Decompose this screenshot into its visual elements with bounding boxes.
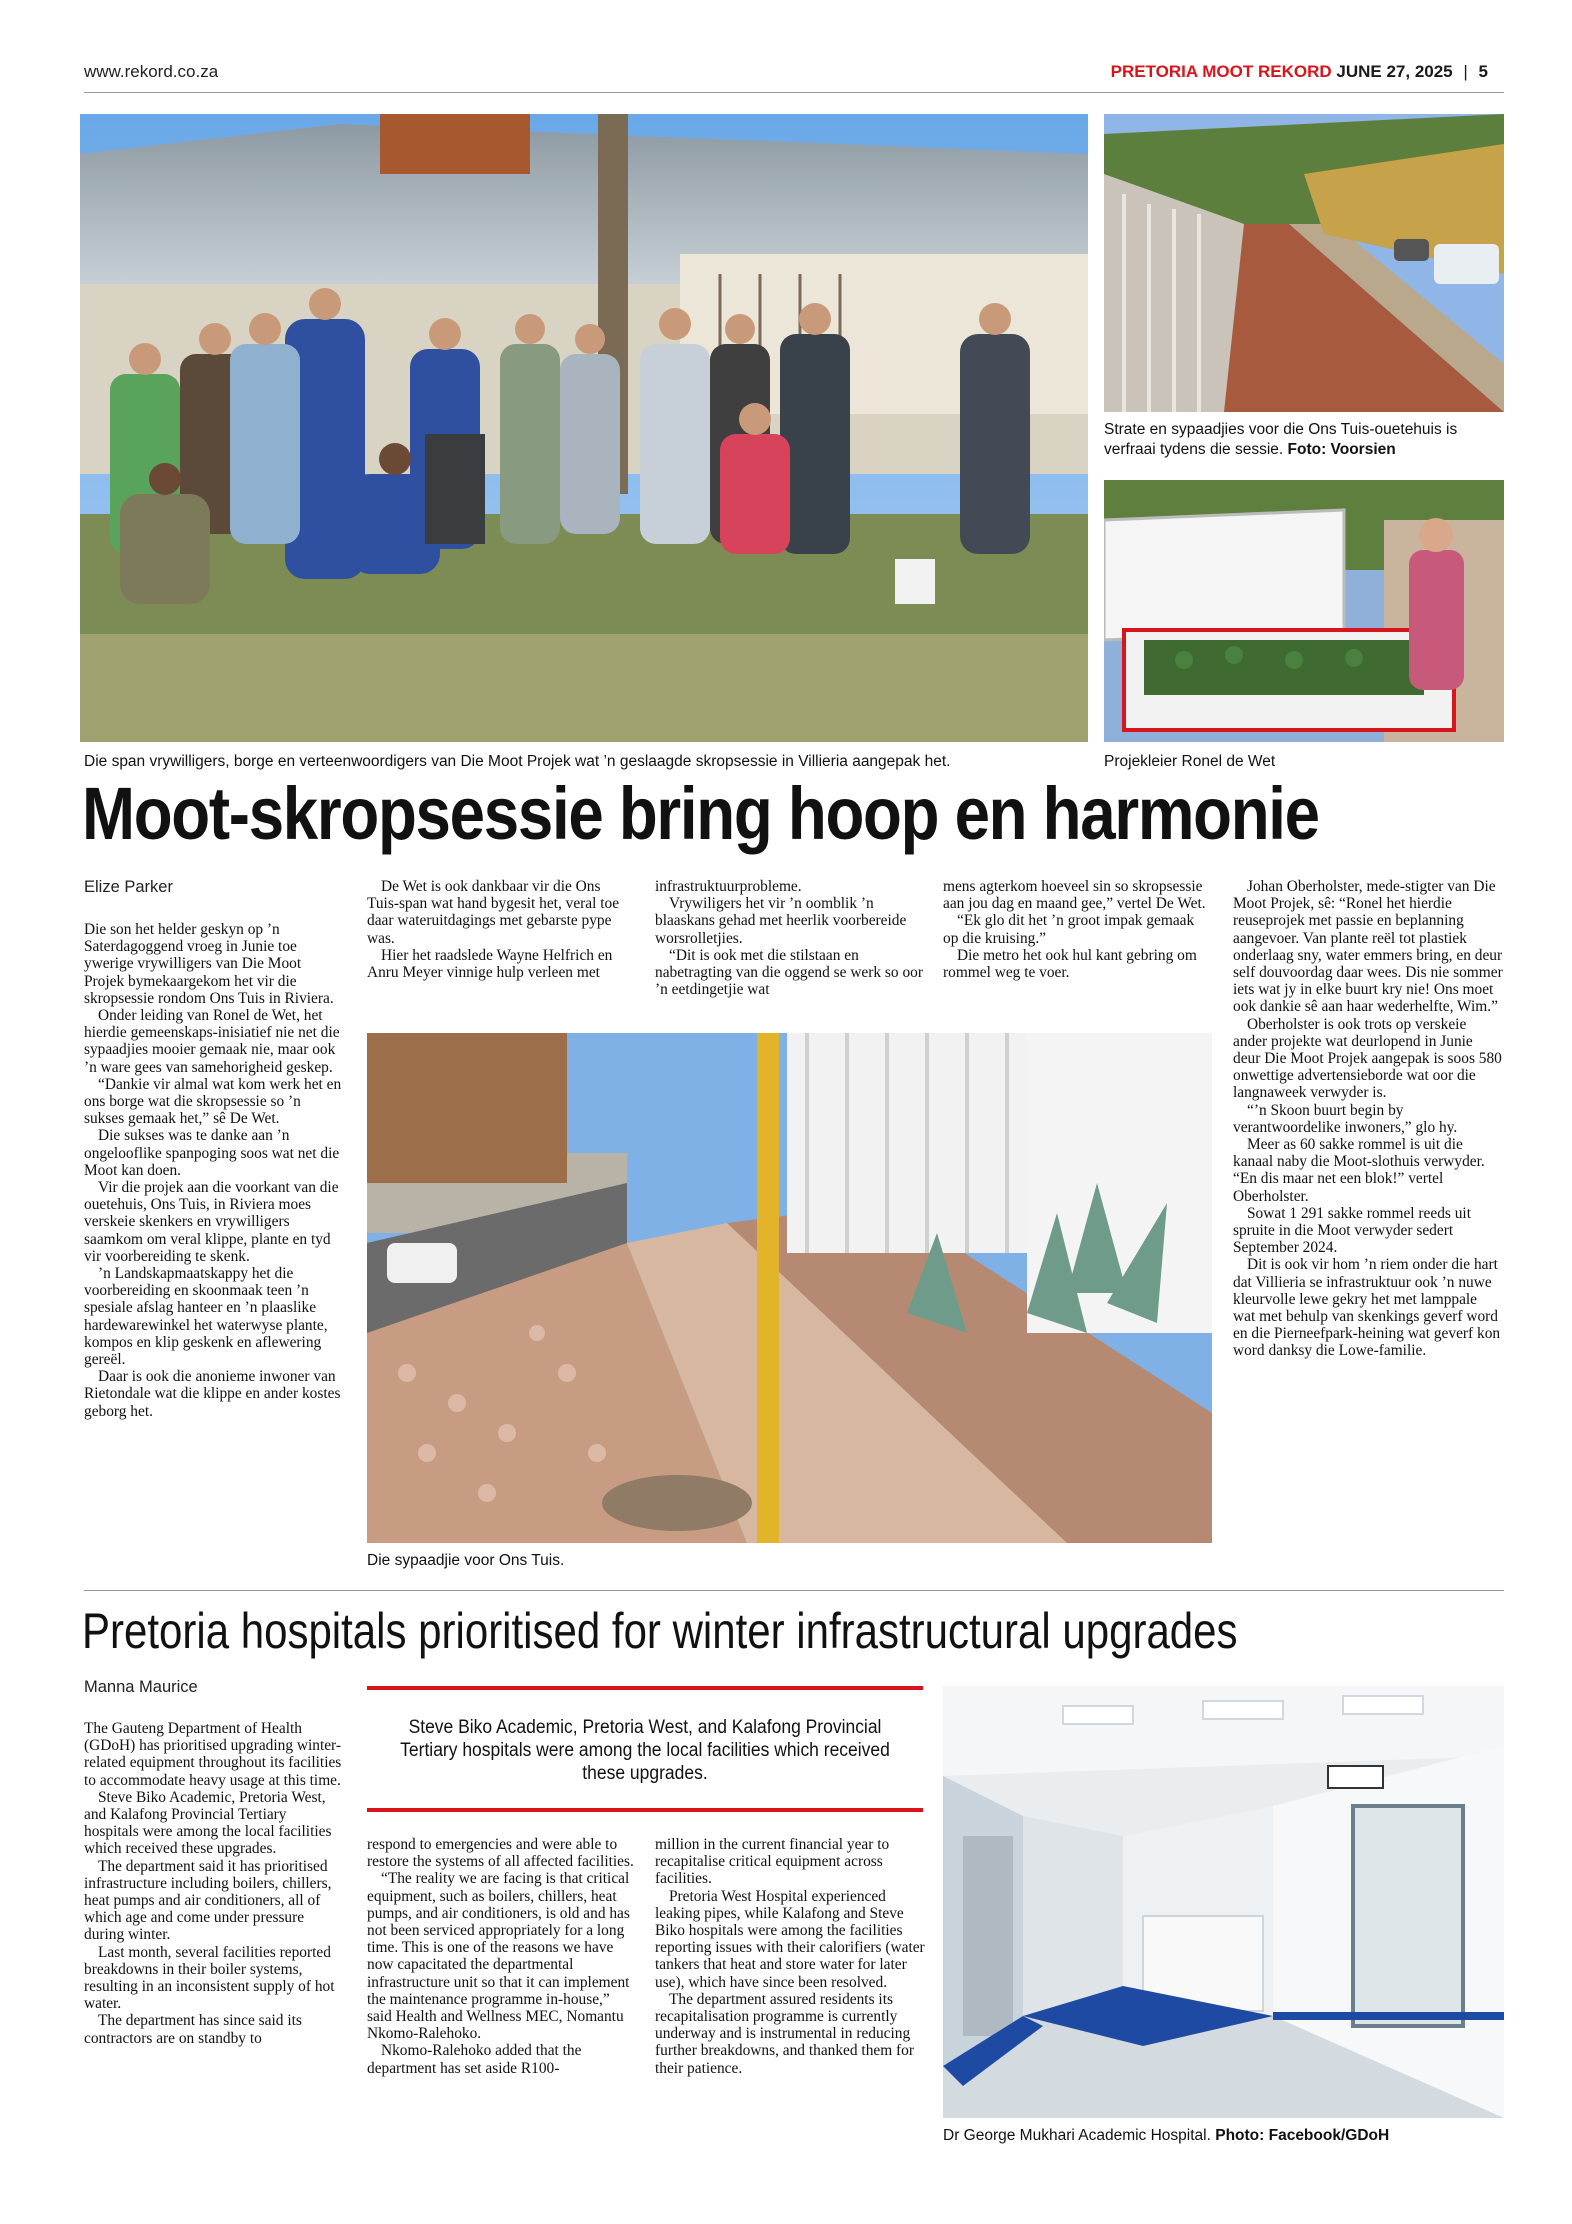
paragraph: million in the current financial year to recapitalise critical equipment across facilities. [655,1836,890,1888]
street-caption-text: Strate en sypaadjies voor die Ons Tuis-ouetehuis is verfraai tydens die sessie. [1104,421,1458,458]
paragraph: “Dit is ook met die stilstaan en nabetragting van die oggend se werk so oor ’n eetdingetjie wat [655,946,923,999]
hospital-caption-text: Dr George Mukhari Academic Hospital. [943,2127,1211,2144]
story1-column-5 [1233,878,1503,1360]
story1-headline: Moot-skropsessie bring hoop en harmonie [82,772,1319,855]
paragraph: The Gauteng Department of Health (GDoH) has prioritised upgrading winter-related equipment throughout its facilities to accommodate heavy usage at this time. [84,1720,342,1789]
story1-column-2 [367,878,635,981]
paragraph: Johan Oberholster, mede-stigter van Die Moot Projek, sê: “Ronel het hierdie reuseprojek met passie en beplanning aangevoer. Van plante reël tot plastiek onderlaag sny, water emmers bring, en deur self douvoordag daar wees. Dis nie sommer iets wat jy in elke buurt kry nie! Ons moet ook dankie sê aan haar wederhelfte, Wim.” [1233,878,1503,1016]
story2-column-2 [367,1836,635,2077]
publication-name: PRETORIA MOOT REKORD [1110,62,1332,81]
paragraph: infrastruktuurprobleme. [655,878,802,895]
paragraph: Nkomo-Ralehoko added that the department has set aside R100- [367,2042,582,2077]
street-photo-credit: Foto: Voorsien [1287,441,1396,458]
paragraph: The department said it has prioritised infrastructure including boilers, chillers, heat pumps and air conditioners, all of which age and come under pressure during winter. [84,1857,332,1944]
story1-byline: Elize Parker [84,878,173,896]
sidewalk-garden-photo [367,1033,1212,1543]
paragraph: Die son het helder geskyn op ’n Saterdagoggend vroeg in Junie toe ywerige vrywilligers van Die Moot Projek bymekaargekom het vir die skropsessie rondom Ons Tuis in Riviera. [84,921,334,1007]
folio-separator: | [1463,62,1468,81]
paragraph: “The reality we are facing is that critical equipment, such as boilers, chillers, heat pumps, and air conditioners, is old and has not been serviced appropriately for a long time. This is one of the reasons we have now capacitated the departmental infrastructure unit so that it can implement the maintenance programme in-house,” said Health and Wellness MEC, Nomantu Nkomo-Ralehoko. [367,1870,630,2043]
paragraph: Last month, several facilities reported breakdowns in their boiler systems, resulting in an inconsistent supply of hot water. [84,1943,335,2013]
issue-date: JUNE 27, 2025 [1336,62,1453,81]
paragraph: Steve Biko Academic, Pretoria West, and Kalafong Provincial Tertiary hospitals were among the local facilities which received these upgrades. [84,1788,332,1858]
story2-headline: Pretoria hospitals prioritised for winter infrastructural upgrades [82,1603,1238,1659]
paragraph: Die metro het ook hul kant gebring om rommel weg te voer. [943,946,1197,982]
paragraph: “’n Skoon buurt begin by verantwoordelike inwoners,” glo hy. [1233,1101,1458,1136]
paragraph: “Dankie vir almal wat kom werk het en ons borge wat die skropsessie so ’n sukses gemaak het,” sê De Wet. [84,1075,342,1128]
story1-column-3 [655,878,925,998]
website-url: www.rekord.co.za [84,62,219,81]
pull-quote: Steve Biko Academic, Pretoria West, and Kalafong Provincial Tertiary hospitals were among the local facilities which received these upgrades. [400,1717,890,1784]
paragraph: Vir die projek aan die voorkant van die ouetehuis, Ons Tuis, in Riviera moes verskeie skenkers en vrywilligers saamkom om veral klippe, plante en tyd vir voorbereiding te skenk. [84,1179,339,1265]
paragraph: Dit is ook vir hom ’n riem onder die hart dat Villieria se infrastruktuur ook ’n nuwe kleurvolle lewe gekry het met lamppale wat met behulp van skenkings geverf word en die Pierneefpark-heining wat geverf kon word danksy die Lowe-familie. [1233,1256,1501,1360]
section-divider [84,1590,1504,1591]
sidewalk-photo-caption: Die sypaadjie voor Ons Tuis. [367,1552,565,1569]
paragraph: Vrywiligers het vir ’n oomblik ’n blaaskans gehad met heerlik voorbereide worsrolletjies. [655,895,907,947]
story2-byline: Manna Maurice [84,1678,198,1696]
story2-column-3 [655,1836,925,2077]
story1-column-1 [84,921,344,1420]
street-photo-caption [1104,420,1504,460]
hospital-photo-credit: Photo: Facebook/GDoH [1215,2127,1390,2144]
header-rule [84,92,1504,93]
paragraph: respond to emergencies and were able to restore the systems of all affected facilities. [367,1836,634,1871]
paragraph: ’n Landskapmaatskappy het die voorbereiding en skoonmaak teen ’n spesiale afslag hanteer en ’n plaaslike hardewarewinkel het waterwyse plante, kompos en klip geskenk en aflewering gereël. [84,1265,328,1369]
project-leader-photo [1104,480,1504,742]
pull-quote-bottom-rule [367,1808,923,1812]
paragraph: Die sukses was te danke aan ’n ongelooflike spanpoging soos wat net die Moot kan doen. [84,1127,340,1179]
paragraph: Onder leiding van Ronel de Wet, het hierdie gemeenskaps-inisiatief nie net die sypaadjies mooier gemaak nie, maar ook ’n ware gees van samehorigheid geskep. [84,1007,340,1076]
story1-column-4 [943,878,1213,981]
group-photo-caption: Die span vrywilligers, borge en verteenwoordigers van Die Moot Projek wat ’n geslaagde skropsessie in Villieria aangepak het. [84,753,951,770]
page-folio [1111,62,1488,82]
paragraph: “Ek glo dit het ’n groot impak gemaak op die kruising.” [943,912,1195,947]
hospital-photo-caption [943,2126,1504,2146]
volunteers-group-photo [80,114,1088,742]
paragraph: The department has since said its contractors are on standby to [84,2012,302,2047]
paragraph: Oberholster is ook trots op verskeie ander projekte wat deurlopend in Junie deur Die Moot Projek aangepak is soos 580 onwettige advertensieborde wat oor die langnaweek verwyder is. [1233,1015,1502,1102]
page-number: 5 [1478,62,1488,81]
paragraph: Daar is ook die anonieme inwoner van Rietondale wat die klippe en ander kostes geborg het. [84,1368,341,1420]
paragraph: mens agterkom hoeveel sin so skropsessie aan jou dag en maand gee,” vertel De Wet. [943,878,1206,913]
pull-quote-top-rule [367,1686,923,1690]
leader-photo-caption: Projekleier Ronel de Wet [1104,753,1276,770]
story2-column-1 [84,1720,344,2047]
paragraph: The department assured residents its recapitalisation programme is currently underway and is instrumental in reducing further breakdowns, and thanked them for their patience. [655,1990,914,2077]
hospital-corridor-photo [943,1686,1504,2118]
paragraph: Pretoria West Hospital experienced leaking pipes, while Kalafong and Steve Biko hospitals were among the facilities reporting issues with their calorifiers (water tankers that heat and store water for later use), which have since been resolved. [655,1887,925,1991]
paragraph: Meer as 60 sakke rommel is uit die kanaal naby die Moot-slothuis verwyder. “En dis maar net een blok!” vertel Oberholster. [1233,1136,1485,1205]
paragraph: Sowat 1 291 sakke rommel reeds uit spruite in die Moot verwyder sedert September 2024. [1233,1204,1471,1257]
paragraph: Hier het raadslede Wayne Helfrich en Anru Meyer vinnige hulp verleen met [367,946,613,982]
paragraph: De Wet is ook dankbaar vir die Ons Tuis-span wat hand bygesit het, veral toe daar wateruitdagings met gebarste pype was. [367,878,620,947]
street-sidewalk-photo [1104,114,1504,412]
